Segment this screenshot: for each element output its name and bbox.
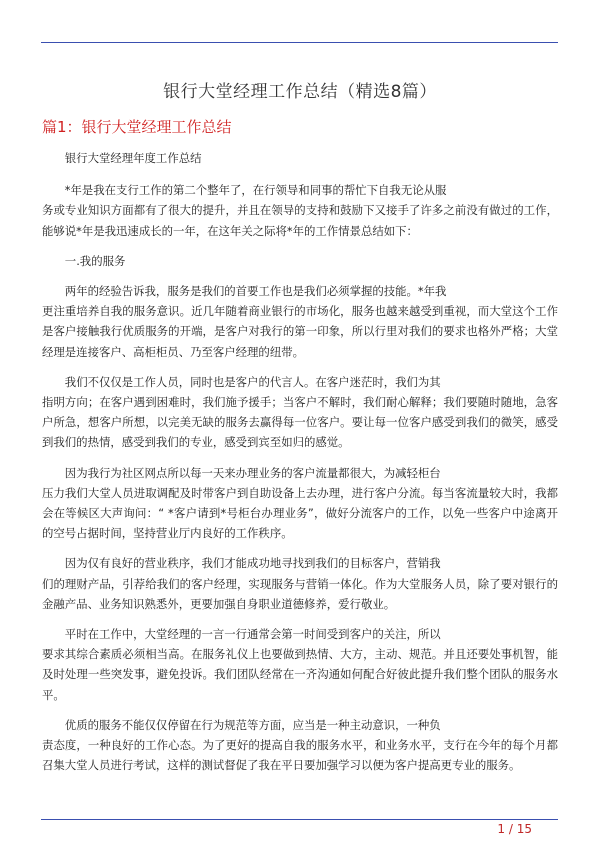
- paragraph-text: 要求其综合素质必须相当高。在服务礼仪上也要做到热情、大方，主动、规范。并且还要处事机智，能及时处理一些突发事，避免投诉。我们团队经常在一齐沟通如何配合好彼此提升我们整个团队的服务水平。: [42, 647, 558, 702]
- top-divider: [41, 42, 558, 43]
- paragraph: [42, 372, 558, 453]
- paragraph-first-line: *年是我在支行工作的第二个整年了，在行领导和同事的帮忙下自我无论从服: [64, 183, 447, 198]
- paragraph-text: 压力我们大堂人员进取调配及时带客户到自助设备上去办理，进行客户分流。每当客流量较大时，我都会在等候区大声询问：“ *客户请到*号柜台办理业务”，做好分流客户的工作，以免一些客户中途离开的空号占据时间，坚持营业厅内良好的工作秩序。: [42, 485, 558, 541]
- document-body: [42, 148, 558, 785]
- page-indicator: 1 / 15: [497, 822, 532, 836]
- paragraph-first-line: 我们不仅仅是工作人员，同时也是客户的代言人。在客户迷茫时，我们为其: [64, 374, 441, 389]
- paragraph: [42, 624, 558, 705]
- section-heading: 篇1：银行大堂经理工作总结: [42, 118, 232, 136]
- paragraph-first-line: 一.我的服务: [64, 253, 126, 268]
- paragraph: [42, 148, 558, 168]
- paragraph: [42, 251, 558, 271]
- paragraph: [42, 553, 558, 614]
- paragraph: [42, 281, 558, 362]
- paragraph-first-line: 因为我行为社区网点所以每一天来办理业务的客户流量都很大，为减轻柜台: [64, 465, 441, 480]
- paragraph-first-line: 银行大堂经理年度工作总结: [64, 151, 202, 165]
- bottom-divider: [41, 819, 558, 820]
- paragraph-text: 更注重培养自我的服务意识。近几年随着商业银行的市场化，服务也越来越受到重视，而大堂这个工作是客户接触我行优质服务的开端，是客户对我行的第一印象，所以行里对我们的要求也格外严格；大堂经理是连接客户、高柜柜员、乃至客户经理的纽带。: [42, 304, 558, 359]
- paragraph-text: 们的理财产品，引荐给我们的客户经理，实现服务与营销一体化。作为大堂服务人员，除了要对银行的金融产品、业务知识熟悉外，更要加强自身职业道德修养，爱行敬业。: [42, 576, 558, 611]
- paragraph-first-line: 因为仅有良好的营业秩序，我们才能成功地寻找到我们的目标客户，营销我: [64, 556, 441, 571]
- paragraph-first-line: 优质的服务不能仅仅停留在行为规范等方面，应当是一种主动意识，一种负: [64, 717, 441, 732]
- paragraph: [42, 463, 558, 544]
- paragraph-first-line: 平时在工作中，大堂经理的一言一行通常会第一时间受到客户的关注，所以: [64, 627, 441, 642]
- paragraph: [42, 715, 558, 776]
- paragraph-text: 务或专业知识方面都有了很大的提升，并且在领导的支持和鼓励下又接手了许多之前没有做过的工作，能够说*年是我迅速成长的一年，在这年关之际将*年的工作情景总结如下：: [42, 203, 558, 238]
- paragraph-first-line: 两年的经验告诉我，服务是我们的首要工作也是我们必须掌握的技能。*年我: [64, 284, 447, 299]
- paragraph: [42, 180, 558, 241]
- paragraph-text: 指明方向；在客户遇到困难时，我们施予援手；当客户不解时，我们耐心解释；我们要随时随地，急客户所急，想客户所想，以完美无缺的服务去赢得每一位客户。要让每一位客户感受到我们的微笑，感受到我们的热情，感受到我们的专业，感受到宾至如归的感觉。: [42, 395, 558, 450]
- document-title: 银行大堂经理工作总结（精选8篇）: [163, 82, 437, 102]
- paragraph-text: 责态度，一种良好的工作心态。为了更好的提高自我的服务水平，和业务水平，支行在今年的每个月都召集大堂人员进行考试，这样的测试督促了我在平日要加强学习以便为客户提高更专业的服务。: [42, 738, 558, 773]
